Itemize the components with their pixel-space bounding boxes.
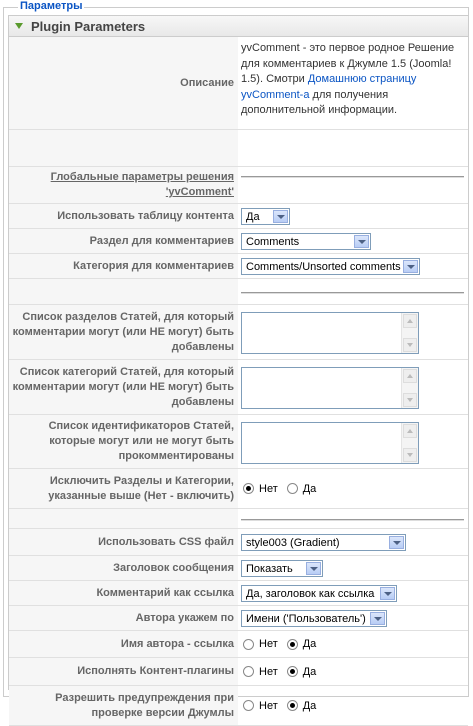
params-table [8,37,469,719]
scrollbar[interactable] [401,423,418,463]
row-global-heading [9,167,468,204]
author-link-radio-group: Нет Да [243,638,325,650]
separator [241,292,464,294]
row-spacer-1 [9,130,468,167]
row-version-warn [9,686,468,726]
comments-category-label: Категория для комментариев [9,254,238,279]
author-show-select[interactable]: Имени ('Пользователь') [241,610,387,627]
separator [241,176,464,178]
expand-arrow-icon [15,23,23,29]
row-comments-category [9,254,468,279]
row-separator-3 [9,509,468,529]
row-author-show [9,606,468,631]
comment-link-label: Комментарий как ссылка [9,581,238,606]
description-text: yvComment - это первое родное Решение для комментариев к Джумле 1.5 (Joomla! 1.5). Смотри Домашнюю страницу yvComment-а для получения дополнительной информации. [241,42,455,116]
exclude-radio-yes[interactable] [287,483,298,494]
chevron-down-icon [380,587,395,600]
author-show-label: Автора укажем по [9,606,238,631]
content-plugins-label: Исполнять Контент-плагины [9,658,238,686]
separator [241,519,464,521]
fieldset-legend: Параметры [20,0,83,12]
row-author-link [9,631,468,658]
homepage-link[interactable]: Домашнюю страницу yvComment-а [241,73,417,101]
message-title-label: Заголовок сообщения [9,556,238,581]
row-css-file [9,529,468,556]
sections-list-label: Список разделов Статей, для который комментарии могут (или НЕ могут) быть добавлены [9,305,238,360]
categories-list-textarea[interactable] [241,367,419,409]
row-sections-list [9,305,468,360]
content-plugins-radio-no[interactable] [243,666,254,677]
comments-section-label: Раздел для комментариев [9,229,238,254]
chevron-down-icon [306,562,321,575]
chevron-down-icon [354,235,369,248]
chevron-down-icon [403,260,418,273]
author-link-radio-no[interactable] [243,639,254,650]
ids-list-textarea[interactable] [241,422,419,464]
author-link-label: Имя автора - ссылка [9,631,238,658]
panel-title: Plugin Parameters [31,19,146,34]
comments-section-select[interactable]: Comments [241,233,371,250]
version-warn-radio-group: Нет Да [243,700,325,712]
css-file-label: Использовать CSS файл [9,529,238,556]
row-description [9,37,468,130]
description-label: Описание [9,37,238,130]
row-content-plugins [9,658,468,686]
global-params-heading: Глобальные параметры решения 'yvComment' [9,167,238,204]
ids-list-label: Список идентификаторов Статей, которые могут или не могут быть прокомментированы [9,415,238,469]
scrollbar[interactable] [401,368,418,408]
content-plugins-radio-yes[interactable] [287,666,298,677]
scroll-down-icon[interactable] [403,393,417,407]
author-link-radio-yes[interactable] [287,639,298,650]
content-plugins-radio-group: Нет Да [243,666,325,678]
scroll-up-icon[interactable] [403,314,417,328]
comments-category-select[interactable]: Comments/Unsorted comments [241,258,420,275]
sections-list-textarea[interactable] [241,312,419,354]
scroll-down-icon[interactable] [403,448,417,462]
exclude-label: Исключить Разделы и Категории, указанные выше (Нет - включить) [9,469,238,509]
row-use-content-table [9,204,468,229]
row-ids-list [9,415,468,469]
scroll-up-icon[interactable] [403,424,417,438]
row-comments-section [9,229,468,254]
panel-header[interactable] [8,15,469,37]
chevron-down-icon [273,210,288,223]
scrollbar[interactable] [401,313,418,353]
row-exclude [9,469,468,509]
css-file-select[interactable]: style003 (Gradient) [241,534,406,551]
categories-list-label: Список категорий Статей, для который комментарии могут (или НЕ могут) быть добавлены [9,360,238,415]
chevron-down-icon [370,612,385,625]
row-message-title [9,556,468,581]
exclude-radio-no[interactable] [243,483,254,494]
version-warn-label: Разрешить предупреждения при проверке версии Джумлы [9,686,238,726]
version-warn-radio-no[interactable] [243,700,254,711]
row-separator-2 [9,279,468,305]
use-content-table-label: Использовать таблицу контента [9,204,238,229]
row-categories-list [9,360,468,415]
comment-link-select[interactable]: Да, заголовок как ссылка [241,585,397,602]
use-content-table-select[interactable]: Да [241,208,290,225]
chevron-down-icon [389,536,404,549]
scroll-down-icon[interactable] [403,338,417,352]
exclude-radio-group: Нет Да [243,483,325,495]
version-warn-radio-yes[interactable] [287,700,298,711]
scroll-up-icon[interactable] [403,369,417,383]
message-title-select[interactable]: Показать [241,560,323,577]
row-comment-link [9,581,468,606]
